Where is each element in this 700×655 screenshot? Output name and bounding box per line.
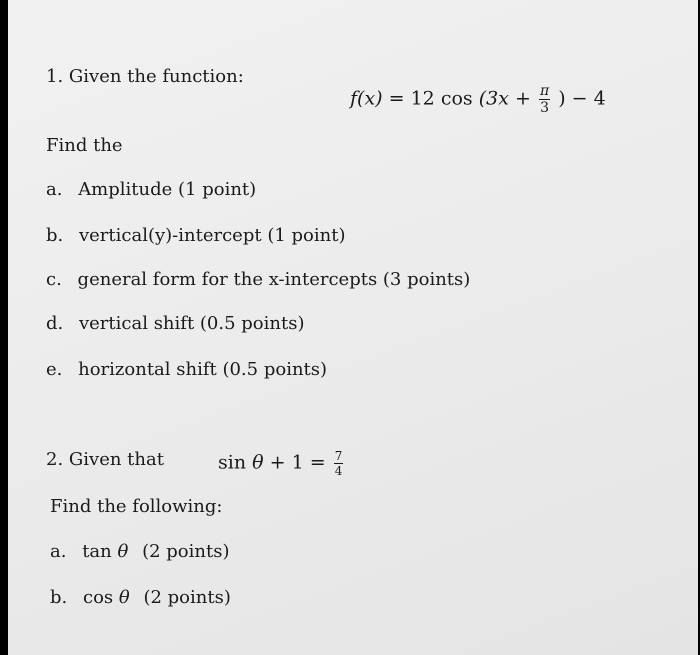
q2-eq-middle: + 1 = [269,451,326,474]
q1-eq-arg-close: ) [558,87,566,110]
q2-item-b [50,589,231,607]
q2-eq-var: θ [252,451,264,474]
item-letter: e. [46,359,63,380]
q1-eq-frac-num: π [539,83,550,99]
q1-eq-fraction [539,84,550,115]
q1-eq-equals: = [388,87,405,110]
worksheet-page [8,0,698,655]
q1-eq-coef: 12 [410,87,435,110]
q1-eq-frac-den: 3 [540,100,550,116]
q2-eq-fraction [334,450,344,477]
item-text: Amplitude (1 point) [78,179,257,200]
item-var: θ [118,587,130,608]
q1-item-b [46,227,345,245]
item-letter: b. [46,225,64,246]
q2-eq-frac-den: 4 [334,464,343,478]
q2-eq-frac-num: 7 [334,449,343,463]
q2-item-a [50,543,229,561]
item-func: cos [82,587,114,608]
item-letter: a. [46,179,63,200]
q2-find-label: Find the following: [50,496,223,517]
q2-heading: 2. Given that [46,449,164,470]
item-text: vertical shift (0.5 points) [78,313,305,334]
q1-find-label: Find the [46,135,123,156]
item-text: (2 points) [142,541,230,562]
item-var: θ [117,541,129,562]
item-letter: b. [50,587,68,608]
q1-equation [350,84,606,115]
q1-item-c [46,271,470,289]
item-func: tan [82,541,112,562]
item-letter: d. [46,313,64,334]
q1-item-e [46,361,327,379]
q1-heading: 1. Given the function: [46,66,244,87]
item-text: general form for the x-intercepts (3 points) [77,269,471,290]
q2-eq-func: sin [218,451,247,474]
item-text: horizontal shift (0.5 points) [78,359,328,380]
q1-eq-tail: − 4 [571,87,606,110]
q1-item-d [46,315,304,333]
q1-item-a [46,181,256,199]
q2-equation [218,450,345,477]
item-text: vertical(y)-intercept (1 point) [78,225,346,246]
q1-eq-lhs: f(x) [350,87,383,110]
q1-eq-func: cos [440,87,473,110]
item-letter: c. [46,269,62,290]
item-letter: a. [50,541,67,562]
item-text: (2 points) [143,587,231,608]
q1-eq-arg-open: (3x + [478,87,531,110]
